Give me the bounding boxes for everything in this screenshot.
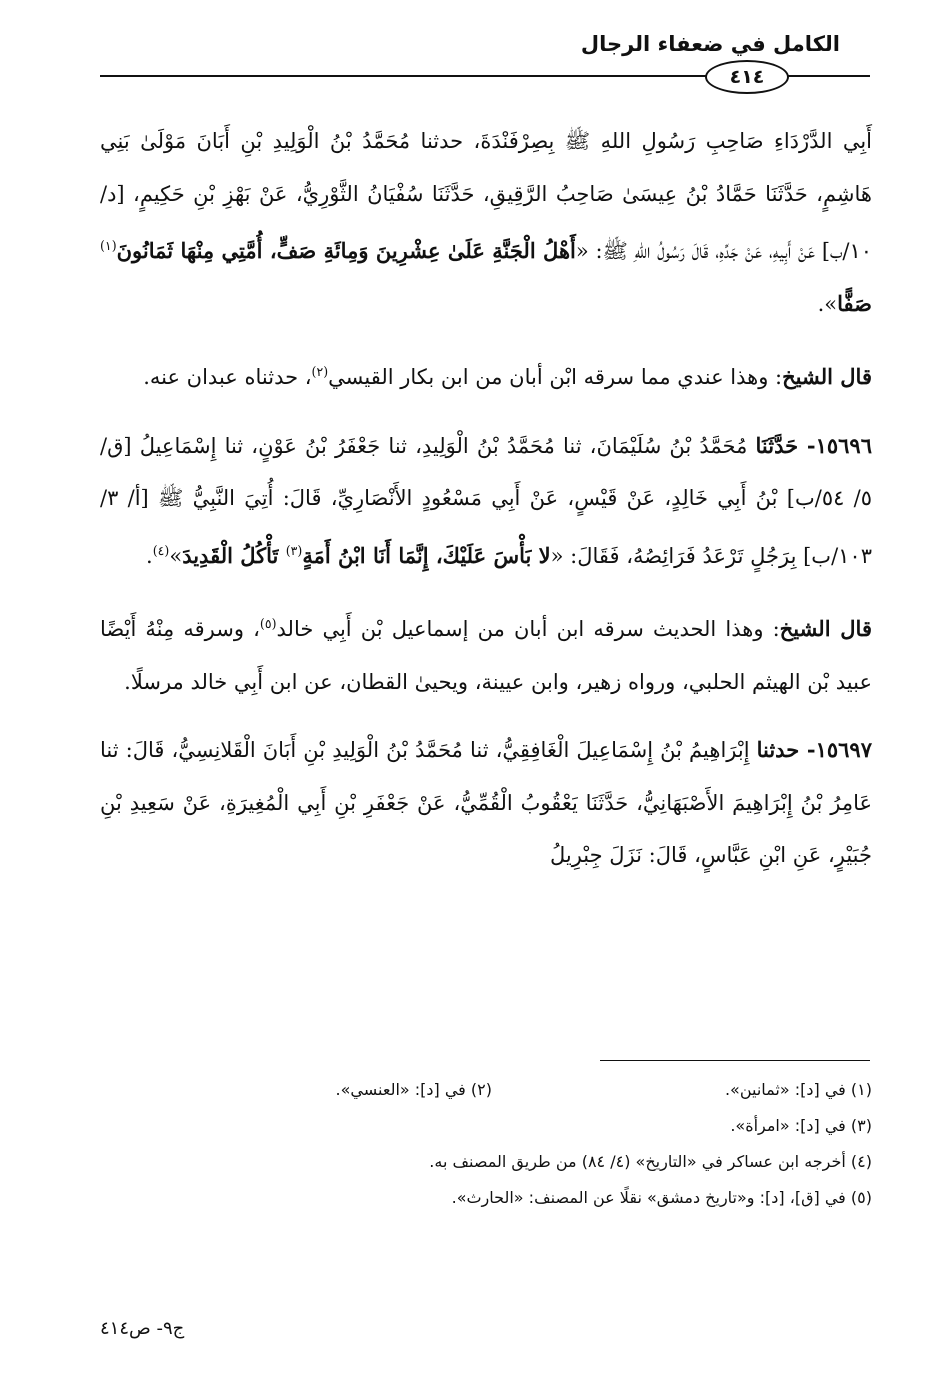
hadith-text-bold: أَهْلُ الْجَنَّةِ عَلَىٰ عِشْرِينَ وَمِائَةِ صَفٍّ، أُمَّتِي مِنْهَا ثَمَانُونَ <box>116 238 576 263</box>
footnote-row <box>100 1180 872 1216</box>
footnote-4: (٤) أخرجه ابن عساكر في «التاريخ» (٤/ ٨٤) من طريق المصنف به. <box>429 1152 872 1171</box>
paragraph-4 <box>100 598 872 708</box>
footnote-ref: (٣) <box>285 542 303 558</box>
text-run: » <box>169 543 183 568</box>
footnote-rule <box>600 1060 870 1061</box>
text-run: : وهذا عندي مما سرقه ابْن أبان من ابن بكار القيسي <box>328 365 783 389</box>
text-run: . <box>146 543 153 568</box>
paragraph-3 <box>100 420 872 583</box>
paragraph-2 <box>100 346 872 404</box>
footnote-3: (٣) في [د]: «امرأة». <box>730 1116 872 1135</box>
text-run: ». <box>817 291 838 316</box>
text-run: : وهذا الحديث سرقه ابن أبان من إسماعيل بْن أَبِي خالد <box>276 617 780 641</box>
hadith-text-bold: لا بَأْسَ عَلَيْكَ، إِنَّمَا أَنَا ابْنُ أَمَةٍ <box>302 542 551 568</box>
footnote-5: (٥) في [ق]، [د]: و«تاريخ دمشق» نقلًا عن المصنف: «الحارث». <box>451 1188 872 1207</box>
footnote-ref: (٤) <box>152 542 170 558</box>
volume-page-reference: ج٩- ص٤١٤ <box>100 1318 185 1339</box>
hadith-text-bold: تَأْكُلُ الْقَدِيدَ <box>182 542 286 568</box>
text-run: أَبِي الدَّرْدَاءِ صَاحِبِ رَسُولِ اللهِ ﷺ بِصِرْفَنْدَةَ، حدثنا مُحَمَّدُ بْنُ الْوَلِيدِ بْنِ أَبَانَ مَوْلَىٰ بَنِي هَاشِمٍ، حَدَّثَنَا حَمَّادُ بْنُ عِيسَىٰ صَاحِبُ الرَّقِيقِ، حَدَّثَنَا سُفْيَانُ الثَّوْرِيُّ، عَنْ بَهْزِ بْنِ حَكِيمٍ، [د/ ١٠/ب] عَنْ أَبِيهِ، عَنْ جَدِّهِ، قَالَ رَسُولُ اللهِ ﷺ: « <box>100 129 873 263</box>
hadith-number: ١٥٦٩٧- <box>799 737 872 762</box>
sheikh-lead: قال الشيخ <box>779 616 872 641</box>
footnote-row <box>100 1144 872 1180</box>
hadith-text-bold: صَفًّا <box>837 290 872 316</box>
main-text <box>100 115 872 898</box>
footnote-1: (١) في [د]: «ثمانين». <box>724 1080 872 1099</box>
footnote-row <box>100 1072 872 1108</box>
text-run: مُحَمَّدُ بْنُ سُلَيْمَانَ، ثنا مُحَمَّدُ بْنُ الْوَلِيدِ، ثنا جَعْفَرُ بْنُ عَوْنٍ، ثنا إِسْمَاعِيلُ [ق/ ٥/ ٥٤/ب] بْنُ أَبِي خَالِدٍ، عَنْ قَيْسٍ، عَنْ أَبِي مَسْعُودٍ الأَنْصَارِيِّ، قَالَ: أُتِيَ النَّبِيُّ ﷺ [أ/ ٣/ ١٠٣/ب] بِرَجُلٍ تَرْعَدُ فَرَائِصُهُ، فَقَالَ: « <box>100 433 872 568</box>
text-run: ، حدثناه عبدان عنه. <box>143 365 312 389</box>
footnote-ref: (١) <box>100 238 117 253</box>
footnote-2: (٢) في [د]: «العنسي». <box>335 1080 492 1099</box>
footnote-ref: (٢) <box>311 364 329 379</box>
text-run: إِبْرَاهِيمُ بْنُ إِسْمَاعِيلَ الْغَافِقِيُّ، ثنا مُحَمَّدُ بْنُ الْوَلِيدِ بْنِ أَبَانَ الْقَلانِسِيُّ، قَالَ: ثنا عَامِرُ بْنُ إِبْرَاهِيمَ الأَصْبَهَانِيُّ، حَدَّثَنَا يَعْقُوبُ الْقُمِّيُّ، عَنْ جَعْفَرِ بْنِ أَبِي الْمُغِيرَةِ، عَنْ سَعِيدِ بْنِ جُبَيْرٍ، عَنِ ابْنِ عَبَّاسٍ، قَالَ: نَزَلَ جِبْرِيلُ <box>100 738 872 867</box>
footnote-row <box>100 1108 872 1144</box>
page-number-badge: ٤١٤ <box>705 60 789 94</box>
running-header-title: الكامل في ضعفاء الرجال <box>580 32 840 56</box>
footnote-ref: (٥) <box>259 616 277 631</box>
hadith-number: ١٥٦٩٦- <box>798 432 872 458</box>
narration-lead: حَدَّثَنَا <box>755 432 799 458</box>
footnotes <box>100 1072 872 1216</box>
paragraph-1 <box>100 115 872 330</box>
text-run: ، وسرقه مِنْهُ أَيْضًا عبيد بْن الهيثم الحلبي، ورواه زهير، وابن عيينة، ويحيىٰ القطان، عن ابن أَبِي خالد مرسلًا. <box>100 617 872 694</box>
narration-lead: حدثنا <box>756 737 800 762</box>
sheikh-lead: قال الشيخ <box>782 364 872 389</box>
paragraph-5 <box>100 724 872 882</box>
